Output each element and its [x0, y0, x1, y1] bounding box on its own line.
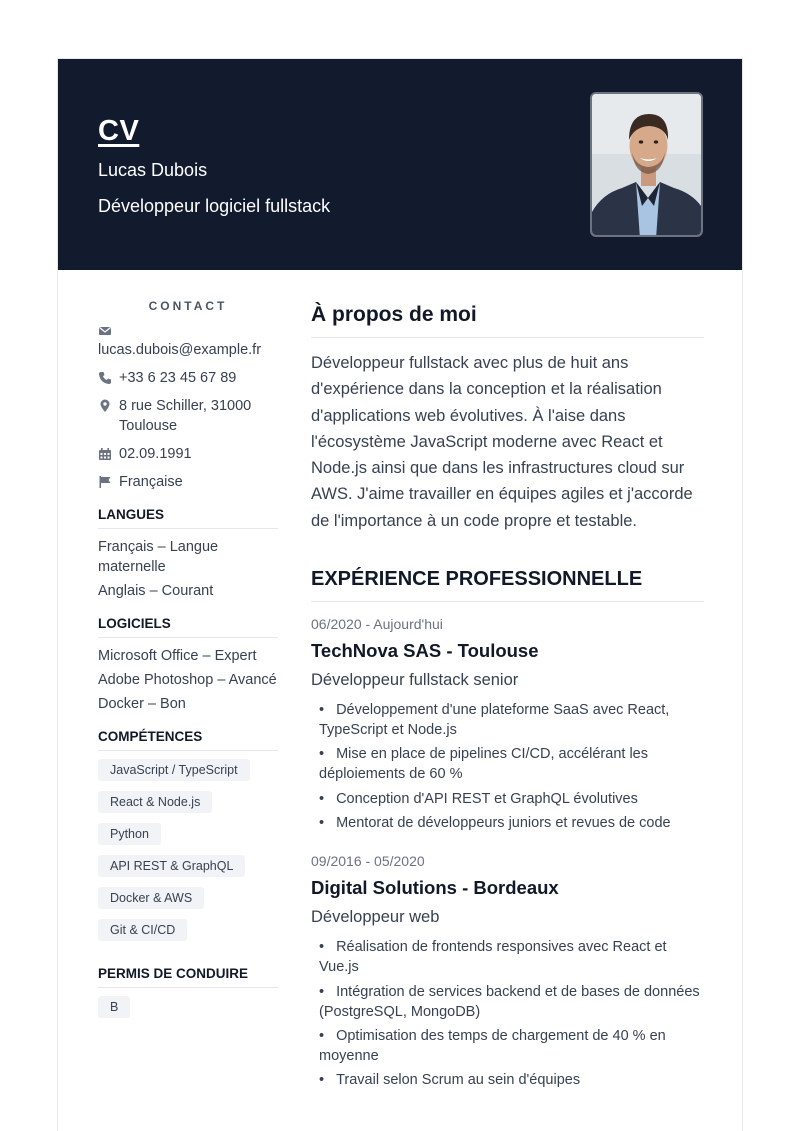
languages-heading: LANGUES: [98, 507, 278, 529]
birthdate-text: 02.09.1991: [119, 446, 192, 462]
skills-tags: [98, 759, 278, 951]
license-tag: B: [98, 996, 130, 1018]
person-name: Lucas Dubois: [98, 160, 208, 180]
job-bullet: • Développement d'une plateforme SaaS avec React, TypeScript et Node.js: [311, 700, 704, 740]
skill-tag: JavaScript / TypeScript: [98, 759, 250, 781]
skill-tag: Git & CI/CD: [98, 919, 187, 941]
contact-email[interactable]: [98, 324, 278, 360]
flag-icon: [98, 475, 112, 489]
skill-tag: React & Node.js: [98, 791, 212, 813]
job-bullet: • Travail selon Scrum au sein d'équipes: [311, 1070, 704, 1090]
job-bullet: • Optimisation des temps de chargement de 40 % en moyenne: [311, 1026, 704, 1066]
software-heading: LOGICIELS: [98, 616, 278, 638]
main-content: [311, 303, 704, 1110]
skills-heading: COMPÉTENCES: [98, 729, 278, 751]
nationality-text: Française: [119, 474, 183, 490]
job-bullet: • Mise en place de pipelines CI/CD, accélérant les déploiements de 60 %: [311, 744, 704, 784]
job-bullet: • Intégration de services backend et de bases de données (PostgreSQL, MongoDB): [311, 982, 704, 1022]
cv-page: [57, 58, 743, 1131]
job-bullets: [311, 937, 704, 1090]
contact-birthdate: [98, 444, 278, 464]
phone-icon: [98, 371, 112, 385]
about-heading: À propos de moi: [311, 303, 704, 338]
portrait-image: [592, 94, 703, 237]
job-entry: [311, 616, 704, 833]
about-text: Développeur fullstack avec plus de huit ans d'expérience dans la conception et la réalisation d'applications web évolutives. À l'aise dans l'écosystème JavaScript moderne avec React et Node.js ainsi que dans les infrastructures cloud sur AWS. J'aime travailler en équipes agiles et j'accorde de l'importance à un code propre et testable.: [311, 354, 693, 530]
job-company: Digital Solutions - Bordeaux: [311, 877, 559, 899]
software-item: Docker – Bon: [98, 696, 186, 712]
job-bullet: • Réalisation de frontends responsives avec React et Vue.js: [311, 937, 704, 977]
map-pin-icon: [98, 399, 112, 413]
job-bullet: • Conception d'API REST et GraphQL évolutives: [311, 789, 704, 809]
license-tags: [98, 996, 278, 1028]
email-text: lucas.dubois@example.fr: [98, 342, 262, 358]
job-date: 06/2020 - Aujourd'hui: [311, 616, 443, 633]
job-company: TechNova SAS - Toulouse: [311, 640, 539, 662]
skill-tag: Python: [98, 823, 161, 845]
sidebar: [98, 299, 278, 1028]
software-item: Microsoft Office – Expert: [98, 648, 257, 664]
experience-heading: EXPÉRIENCE PROFESSIONNELLE: [311, 568, 704, 602]
job-title: Développeur fullstack senior: [311, 671, 519, 690]
job-date: 09/2016 - 05/2020: [311, 853, 425, 870]
address-text: 8 rue Schiller, 31000 Toulouse: [119, 398, 252, 434]
phone-text: +33 6 23 45 67 89: [119, 370, 237, 386]
job-entry: [311, 853, 704, 1090]
calendar-icon: [98, 447, 112, 461]
job-title: Développeur web: [311, 908, 440, 927]
job-bullets: [311, 700, 704, 833]
job-bullet: • Mentorat de développeurs juniors et revues de code: [311, 813, 704, 833]
license-heading: PERMIS DE CONDUIRE: [98, 966, 278, 988]
skill-tag: API REST & GraphQL: [98, 855, 245, 877]
cv-header: [58, 59, 743, 270]
contact-heading: CONTACT: [148, 299, 228, 313]
language-item: Français – Langue maternelle: [98, 539, 219, 575]
contact-phone[interactable]: [98, 368, 278, 388]
language-item: Anglais – Courant: [98, 583, 214, 599]
contact-address: [98, 396, 278, 436]
contact-nationality: [98, 472, 278, 492]
person-role: Développeur logiciel fullstack: [98, 196, 331, 216]
cv-title: CV: [98, 115, 140, 147]
envelope-icon: [98, 324, 112, 338]
skill-tag: Docker & AWS: [98, 887, 204, 909]
software-item: Adobe Photoshop – Avancé: [98, 672, 277, 688]
profile-photo: [590, 92, 703, 237]
